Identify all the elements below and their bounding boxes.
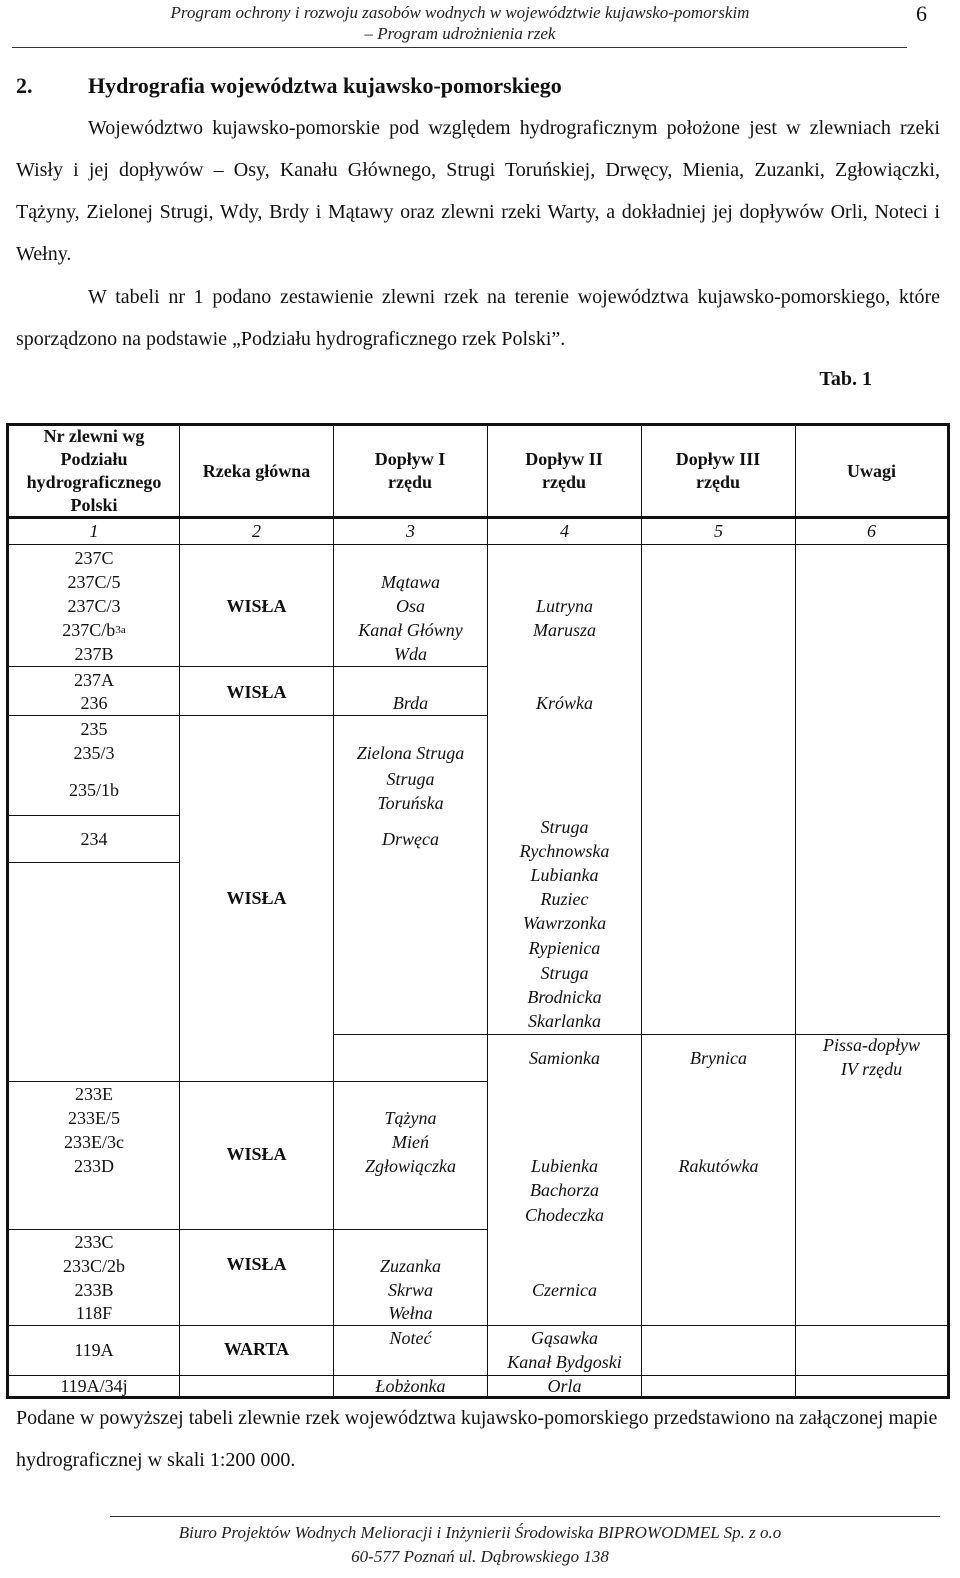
tributary-2: Chodeczka bbox=[525, 1204, 604, 1225]
group-rule-4 bbox=[6, 862, 179, 863]
header-tributary-1: Dopływ I rzędu bbox=[374, 449, 446, 492]
tributary-1: Wda bbox=[394, 643, 427, 664]
header-main-river: Rzeka główna bbox=[202, 460, 311, 481]
footer-line-1: Biuro Projektów Wodnych Melioracji i Inżynierii Środowiska BIPROWODMEL Sp. z o.o bbox=[178, 1523, 782, 1542]
main-river: WISŁA bbox=[226, 1253, 287, 1274]
tributary-3: Rakutówka bbox=[678, 1155, 759, 1176]
tributary-2: Samionka bbox=[529, 1047, 600, 1068]
main-river: WISŁA bbox=[226, 681, 287, 702]
basin-number: 233B bbox=[74, 1279, 114, 1300]
tributary-1: Kanał Główny bbox=[358, 619, 463, 640]
basin-number: 233C/2b bbox=[62, 1255, 125, 1276]
header-basin-number: Nr zlewni wg Podziału hydrograficznego Polski bbox=[26, 426, 162, 515]
tributary-1: Skrwa bbox=[388, 1279, 433, 1300]
tributary-2: Kanał Bydgoski bbox=[507, 1351, 622, 1372]
column-number-2: 2 bbox=[252, 521, 261, 541]
basin-number: 237C/3 bbox=[67, 595, 121, 616]
running-header-line-1: Program ochrony i rozwoju zasobów wodnych w województwie kujawsko-pomorskim bbox=[170, 3, 750, 22]
paragraph-table-reference-text: W tabeli nr 1 podano zestawienie zlewni rzek na terenie województwa kujawsko-pomorskiego, które sporządzono na podstawie „Podziału hydrograficznego rzek Polski”. bbox=[16, 286, 940, 350]
tributary-3: Brynica bbox=[690, 1047, 747, 1068]
basin-number: 234 bbox=[80, 828, 108, 849]
basin-number: 237C/b bbox=[62, 619, 116, 640]
basin-number: 233D bbox=[74, 1155, 114, 1176]
tributary-1: Wełna bbox=[388, 1303, 433, 1323]
group-rule-5 bbox=[333, 1034, 487, 1035]
footer-line-2: 60-577 Poznań ul. Dąbrowskiego 138 bbox=[351, 1547, 609, 1566]
tributary-1: Zgłowiączka bbox=[364, 1155, 456, 1176]
tributary-2: Marusza bbox=[532, 619, 596, 640]
hydrography-table bbox=[6, 423, 950, 1399]
footer-rule bbox=[110, 1516, 940, 1517]
basin-number: 233C bbox=[74, 1231, 114, 1252]
tributary-2: Orla bbox=[547, 1375, 582, 1396]
basin-number: 237B bbox=[74, 643, 114, 664]
tributary-1: Drwęca bbox=[382, 828, 439, 849]
section-title: Hydrografia województwa kujawsko-pomorskiego bbox=[88, 73, 562, 98]
tributary-1: Zielona Struga bbox=[356, 742, 465, 763]
tributary-1: Mień bbox=[392, 1131, 429, 1152]
column-number-4: 4 bbox=[560, 521, 569, 541]
header-tributary-2: Dopływ II rzędu bbox=[525, 449, 603, 492]
main-river: WARTA bbox=[223, 1338, 290, 1359]
tributary-2: Skarlanka bbox=[528, 1011, 601, 1031]
tributary-2: Lutryna bbox=[535, 595, 593, 616]
basin-number: 119A bbox=[74, 1340, 114, 1360]
tributary-2: Czernica bbox=[532, 1279, 597, 1300]
tributary-1: Osa bbox=[395, 595, 425, 616]
tributary-1: Tążyna bbox=[384, 1107, 437, 1128]
tributary-2: Struga bbox=[540, 962, 589, 983]
main-river: WISŁA bbox=[226, 595, 287, 616]
basin-number: 236 bbox=[80, 693, 108, 713]
tributary-1: Toruńska bbox=[377, 792, 444, 813]
tributary-2: Gąsawka bbox=[531, 1327, 598, 1348]
tributary-2: Brodnicka bbox=[527, 986, 602, 1007]
basin-number: 118F bbox=[75, 1303, 113, 1323]
column-number-6: 6 bbox=[867, 521, 876, 541]
basin-number: 237A bbox=[74, 669, 114, 690]
remark: Pissa-dopływ bbox=[823, 1034, 920, 1055]
basin-number: 233E/3c bbox=[64, 1131, 124, 1152]
section-number: 2. bbox=[16, 73, 33, 98]
basin-number: 235 bbox=[80, 718, 108, 739]
tributary-2: Struga bbox=[540, 816, 589, 837]
basin-number-with-subscript bbox=[9, 618, 179, 642]
column-divider-4 bbox=[641, 423, 642, 1399]
basin-number: 233E bbox=[75, 1083, 113, 1104]
basin-number: 119A/34j bbox=[60, 1375, 128, 1396]
paragraph-table-reference bbox=[16, 276, 940, 360]
closing-paragraph: Podane w powyższej tabeli zlewnie rzek województwa kujawsko-pomorskiego przedstawiono na załączonej mapie hydrograficznej w skali 1:200 000. bbox=[16, 1407, 938, 1471]
paragraph-intro bbox=[16, 107, 940, 275]
header-remarks: Uwagi bbox=[847, 460, 896, 481]
basin-number-subscript: 3a bbox=[115, 623, 126, 636]
tributary-2: Rypienica bbox=[528, 937, 601, 958]
basin-number: 233E/5 bbox=[68, 1107, 120, 1128]
header-tributary-3: Dopływ III rzędu bbox=[675, 449, 761, 492]
tributary-2: Wawrzonka bbox=[522, 913, 607, 933]
table-caption: Tab. 1 bbox=[819, 368, 872, 390]
tributary-1: Mątawa bbox=[380, 571, 440, 592]
column-divider-5 bbox=[795, 423, 796, 1399]
basin-number: 237C/5 bbox=[67, 571, 121, 592]
basin-number: 235/1b bbox=[68, 780, 119, 800]
basin-number: 237C bbox=[74, 547, 114, 568]
tributary-2: Ruziec bbox=[540, 888, 589, 909]
tributary-1: Struga bbox=[386, 768, 435, 789]
group-rule-2 bbox=[6, 715, 487, 716]
section-heading bbox=[16, 72, 562, 100]
column-number-1: 1 bbox=[89, 521, 99, 541]
group-rule-1 bbox=[6, 666, 487, 667]
main-river: WISŁA bbox=[226, 1143, 287, 1164]
column-number-3: 3 bbox=[406, 521, 415, 541]
column-number-5: 5 bbox=[714, 521, 723, 541]
table-colnum-divider bbox=[6, 544, 950, 545]
tributary-1: Noteć bbox=[389, 1327, 432, 1348]
tributary-2: Krówka bbox=[535, 693, 593, 713]
basin-number: 235/3 bbox=[73, 742, 115, 763]
tributary-2: Rychnowska bbox=[519, 840, 610, 861]
table-border-right bbox=[947, 423, 950, 1399]
tributary-2: Lubienka bbox=[531, 1155, 598, 1176]
running-header bbox=[110, 2, 810, 44]
tributary-2: Lubianka bbox=[530, 864, 599, 885]
header-rule bbox=[12, 47, 907, 48]
tributary-1: Łobżonka bbox=[375, 1375, 446, 1396]
paragraph-intro-text: Województwo kujawsko-pomorskie pod względem hydrograficznym położone jest w zlewniach rzeki Wisły i jej dopływów – Osy, Kanału Głównego, Strugi Toruńskiej, Drwęcy, Mienia, Zuzanki, Zgłowiączki, Tążyny, Zielonej Strugi, Wdy, Brdy i Mątawy oraz zlewni rzeki Warty, a dokładniej jej dopływów Orli, Noteci i Wełny. bbox=[16, 117, 940, 265]
tributary-2: Bachorza bbox=[530, 1179, 599, 1200]
remark: IV rzędu bbox=[840, 1058, 903, 1079]
running-header-line-2: – Program udrożnienia rzek bbox=[364, 24, 556, 43]
tributary-1: Zuzanka bbox=[379, 1255, 441, 1276]
tributary-1: Brda bbox=[392, 693, 429, 713]
page-number: 6 bbox=[916, 1, 927, 26]
main-river: WISŁA bbox=[226, 887, 287, 908]
